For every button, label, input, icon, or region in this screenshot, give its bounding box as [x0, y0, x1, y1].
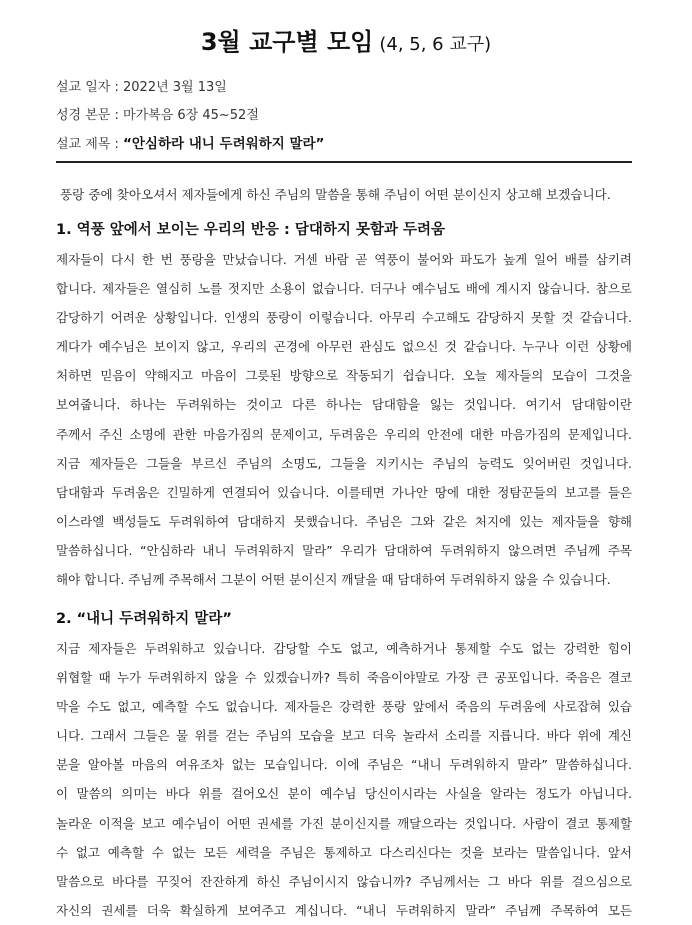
page-title: 3월 교구별 모임: [200, 28, 374, 56]
divider: [56, 161, 632, 163]
paragraph-line: 지금 제자들은 두려워하고 있습니다. 감당할 수도 없고, 예측하거나 통제할 수도 없는 강력한 힘이: [56, 641, 632, 656]
paragraph-line: 이 말씀의 의미는 바다 위를 걸어오신 분이 예수님 당신이시라는 사실을 알라는 정도가 아닙니다.: [56, 786, 632, 802]
meta-sermon-title: [56, 132, 324, 152]
paragraph-line: 해야 합니다. 주님께 주목해서 그분이 어떤 분이신지 깨달을 때 담대하여 두려워하지 않을 수 있습니다.: [56, 572, 611, 588]
paragraph-line: 말씀하십니다. “안심하라 내니 두려워하지 말라” 우리가 담대하여 두려워하지 않으려면 주님께 주목: [56, 542, 632, 558]
paragraph-line: 수 없고 예측할 수 없는 모든 세력을 주님은 통제하고 다스리신다는 것을 보라는 말씀입니다. 앞서: [56, 844, 632, 860]
paragraph-line: 보여줍니다. 하나는 두려워하는 것이고 다른 하나는 담대함을 잃는 것입니다. 여기서 담대함이란: [56, 397, 632, 413]
meta-scripture: [56, 104, 259, 123]
paragraph-line: 이스라엘 백성들도 두려워하여 담대하지 못했습니다. 주님은 그와 같은 처지에 있는 제자들을 향해: [56, 513, 632, 529]
paragraph-line: 니다. 그래서 그들은 물 위를 걷는 주님의 모습을 보고 더욱 놀라서 소리를 지릅니다. 바다 위에 계신: [56, 728, 632, 744]
page-subtitle: (4, 5, 6 교구): [379, 34, 492, 55]
paragraph-line: 막을 수도 없고, 예측할 수도 없습니다. 제자들은 강력한 풍랑 앞에서 죽음의 두려움에 사로잡혀 있습: [56, 699, 632, 715]
paragraph-line: 자신의 권세를 더욱 확실하게 보여주고 계십니다. “내니 두려워하지 말라” 주님께 주목하여 모든: [56, 902, 632, 918]
meta-sermon-label: 설교 제목 :: [56, 137, 124, 152]
paragraph-line: 놀라운 이적을 보고 예수님이 어떤 권세를 가진 분이신지를 깨달으라는 것입니다. 사람이 결코 통제할: [56, 815, 632, 831]
section-2-heading: 2. “내니 두려워하지 말라”: [56, 611, 232, 627]
meta-date-label: 설교 일자 :: [56, 80, 124, 95]
paragraph-line: 말씀으로 바다를 꾸짖어 잔잔하게 하신 주님이시지 않습니까? 주님께서는 그 바다 위를 걸으심으로: [56, 873, 632, 889]
section-1-body: [56, 245, 632, 594]
paragraph-line: 합니다. 제자들은 열심히 노를 젓지만 소용이 없습니다. 더구나 예수님도 배에 계시지 않습니다. 참으로: [56, 281, 632, 297]
paragraph-line: 제자들이 다시 한 번 풍랑을 만났습니다. 거센 바람 곧 역풍이 불어와 파도가 높게 일어 배를 삼키려: [56, 252, 632, 267]
paragraph-line: 위협할 때 누가 두려워하지 않을 수 있겠습니까? 특히 죽음이야말로 가장 큰 공포입니다. 죽음은 결코: [56, 670, 632, 686]
paragraph-line: 담대함과 두려움은 긴밀하게 연결되어 있습니다. 이를테면 가나안 땅에 대한 정탐꾼들의 보고를 들은: [56, 484, 632, 500]
paragraph-line: 분을 알아볼 마음의 여유조차 없는 모습입니다. 이에 주님은 “내니 두려워하지 말라” 말씀하십니다.: [56, 757, 632, 773]
meta-scripture-label: 성경 본문 :: [56, 108, 124, 123]
meta-date: [56, 76, 227, 95]
title-row: [0, 22, 692, 57]
meta-scripture-value: 마가복음 6장 45~52절: [123, 108, 259, 123]
paragraph-line: 감당하기 어려운 상황입니다. 인생의 풍랑이 이렇습니다. 아무리 수고해도 감당하지 못할 것 같습니다.: [56, 310, 632, 326]
section-1-heading: 1. 역풍 앞에서 보이는 우리의 반응 : 담대하지 못함과 두려움: [56, 222, 445, 238]
paragraph-line: 게다가 예수님은 보이지 않고, 우리의 곤경에 아무런 관심도 없으신 것 같습니다. 누구나 이런 상황에: [56, 339, 632, 355]
meta-sermon-value: “안심하라 내니 두려워하지 말라”: [123, 136, 325, 152]
paragraph-line: 지금 제자들은 그들을 부르신 주님의 소명도, 그들을 지키시는 주님의 능력도 잊어버린 것입니다.: [56, 455, 632, 471]
section-2-body: [56, 634, 632, 925]
paragraph-line: 처하면 믿음이 약해지고 마음이 그릇된 방향으로 작동되기 쉽습니다. 오늘 제자들의 모습이 그것을: [56, 368, 632, 384]
meta-date-value: 2022년 3월 13일: [123, 80, 227, 95]
intro-paragraph: 풍랑 중에 찾아오셔서 제자들에게 하신 주님의 말씀을 통해 주님이 어떤 분이신지 상고해 보겠습니다.: [60, 187, 611, 202]
paragraph-line: 주께서 주신 소명에 관한 마음가짐의 문제이고, 두려움은 우리의 안전에 대한 마음가짐의 문제입니다.: [56, 426, 632, 442]
